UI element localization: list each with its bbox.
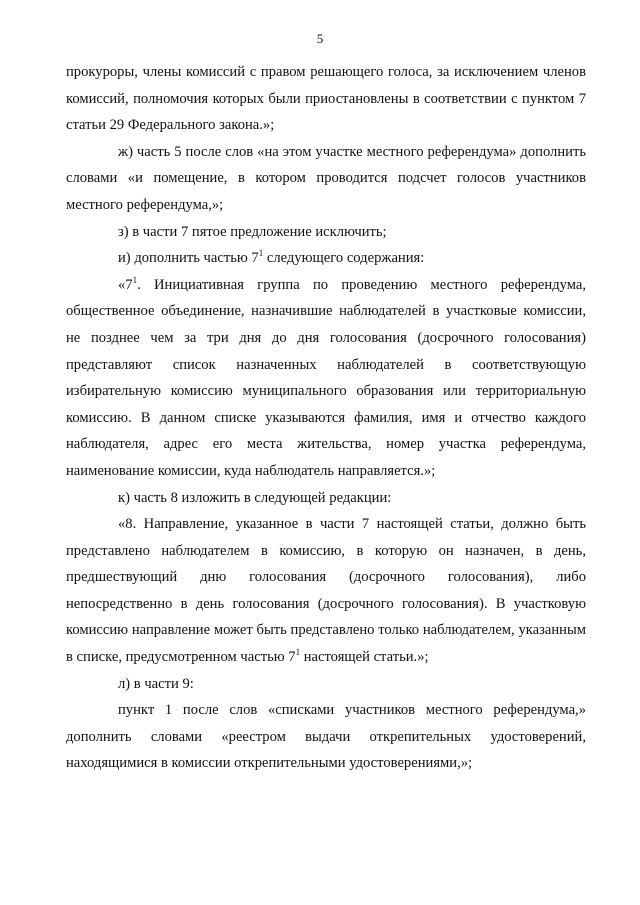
paragraph-item-l: л) в части 9: [118,675,194,692]
paragraph-item-z: з) в части 7 пятое предложение исключить; [118,223,387,240]
superscript: 1 [132,274,138,285]
paragraph-item-i [66,245,586,272]
paragraph-item-k: к) часть 8 изложить в следующей редакции: [118,489,392,506]
paragraph-point-1: пункт 1 после слов «списками участников местного референдума,» дополнить словами «реестром выдачи открепительных удостоверений, находящимися в комиссии открепительными удостоверениями,»; [66,702,586,772]
paragraph-item-zh: ж) часть 5 после слов «на этом участке местного референдума» дополнить словами «и помещение, в котором проводится подсчет голосов участников местного референдума,»; [66,143,586,213]
paragraph-part-8-text: «8. Направление, указанное в части 7 настоящей статьи, должно быть представлено наблюдателем в комиссию, в которую он назначен, в день, предшествующий дню голосования (досрочного голосования), либо непосредственно в день голосования (досрочного голосования). В участковую комиссию направление может быть представлено только наблюдателем, указанным в списке, предусмотренном частью 7 [66,516,586,666]
document-body [66,59,586,777]
paragraph-part-8-text-end: настоящей статьи.»; [300,649,429,666]
superscript: 1 [295,647,301,658]
paragraph-part-7-1-start: «7 [118,276,133,293]
page-number: 5 [316,31,324,46]
paragraph-part-7-1 [66,272,586,485]
paragraph-part-8 [66,511,586,671]
paragraph-item-i-text-end: следующего содержания: [263,250,425,267]
paragraph-item-i-text: и) дополнить частью 7 [118,250,259,267]
paragraph-continuation: прокуроры, члены комиссий с правом решающего голоса, за исключением членов комиссий, полномочия которых были приостановлены в соответствии с пунктом 7 статьи 29 Федерального закона.»; [66,64,586,134]
paragraph-part-7-1-text: . Инициативная группа по проведению местного референдума, общественное объединение, назначившие наблюдателей в участковые комиссии, не позднее чем за три дня до дня голосования (досрочного голосования) представляют список назначенных наблюдателей в соответствующую избирательную комиссию муниципального образования или территориальную комиссию. В данном списке указываются фамилия, имя и отчество каждого наблюдателя, адрес его места жительства, номер участка референдума, наименование комиссии, куда наблюдатель направляется.»; [66,276,586,479]
superscript: 1 [258,248,264,259]
